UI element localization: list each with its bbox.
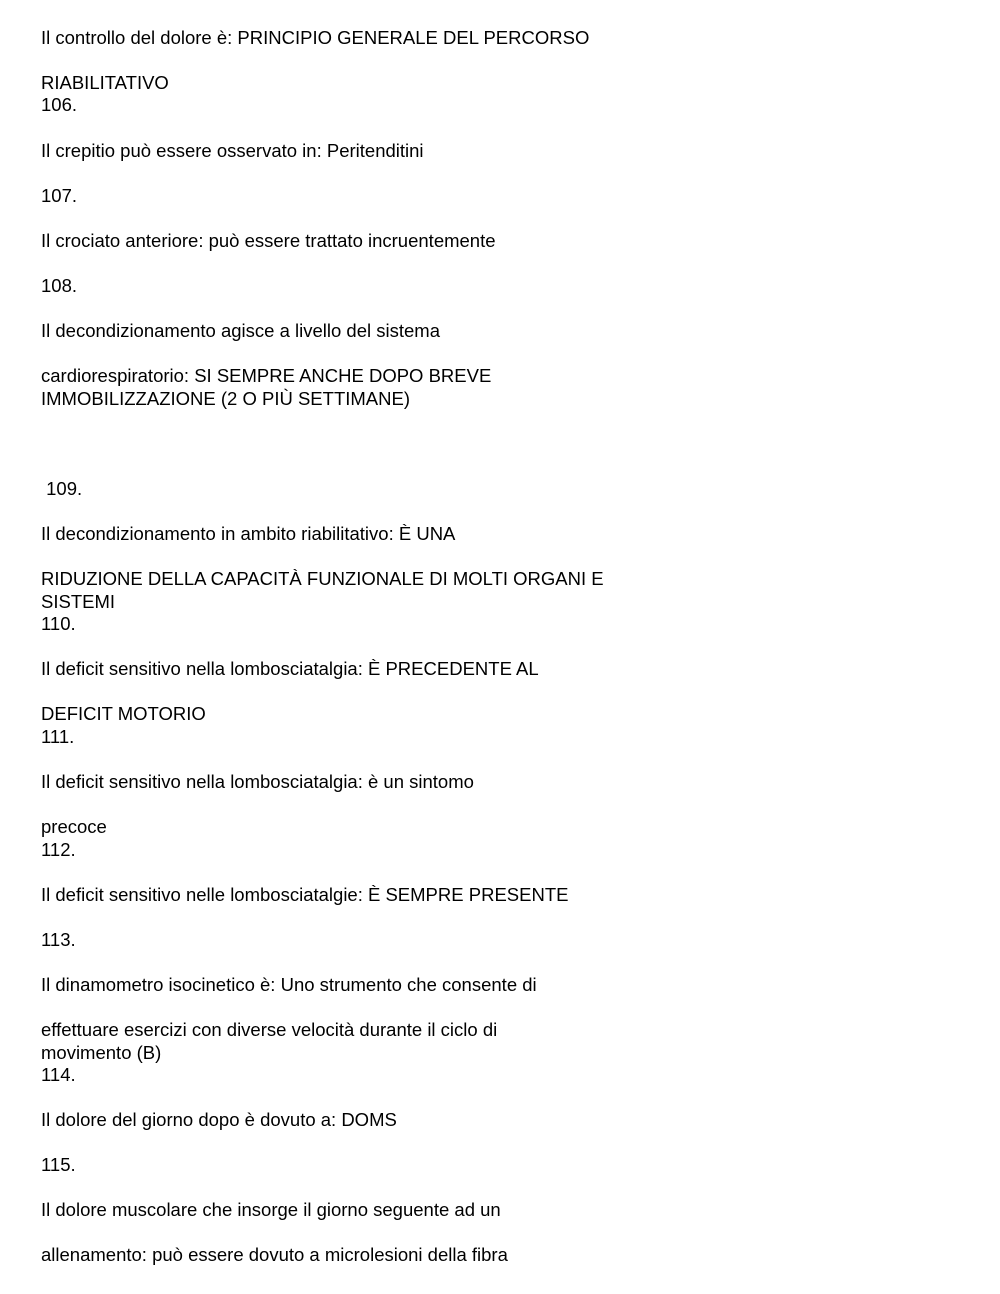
question-number: 109. — [41, 478, 83, 499]
question-number: 111. — [41, 726, 75, 747]
text-line: Il dolore muscolare che insorge il giorno seguente ad un — [41, 1199, 501, 1220]
text-line: Il deficit sensitivo nelle lombosciatalgie: È SEMPRE PRESENTE — [41, 884, 569, 905]
text-line: RIDUZIONE DELLA CAPACITÀ FUNZIONALE DI MOLTI ORGANI E — [41, 568, 604, 589]
question-number: 113. — [41, 929, 76, 950]
text-line: Il crepitio può essere osservato in: Peritenditini — [41, 140, 424, 161]
question-number: 112. — [41, 839, 76, 860]
text-line: movimento (B) — [41, 1042, 162, 1063]
text-line: Il decondizionamento agisce a livello del sistema — [41, 320, 440, 341]
text-line: cardiorespiratorio: SI SEMPRE ANCHE DOPO BREVE — [41, 365, 492, 386]
text-line: Il controllo del dolore è: PRINCIPIO GENERALE DEL PERCORSO — [41, 27, 590, 48]
text-line: SISTEMI — [41, 591, 116, 612]
text-line: precoce — [41, 816, 107, 837]
text-line: IMMOBILIZZAZIONE (2 O PIÙ SETTIMANE) — [41, 388, 410, 409]
text-line: Il dolore del giorno dopo è dovuto a: DOMS — [41, 1109, 397, 1130]
text-line: effettuare esercizi con diverse velocità durante il ciclo di — [41, 1019, 498, 1040]
question-number: 108. — [41, 275, 78, 296]
text-line: Il decondizionamento in ambito riabilitativo: È UNA — [41, 523, 456, 544]
text-line: RIABILITATIVO — [41, 72, 169, 93]
text-line: Il deficit sensitivo nella lombosciatalgia: È PRECEDENTE AL — [41, 658, 539, 679]
text-line: Il deficit sensitivo nella lombosciatalgia: è un sintomo — [41, 771, 474, 792]
question-number: 107. — [41, 185, 78, 206]
text-line: Il crociato anteriore: può essere trattato incruentemente — [41, 230, 496, 251]
question-number: 115. — [41, 1154, 76, 1175]
text-line: allenamento: può essere dovuto a microlesioni della fibra — [41, 1244, 508, 1265]
text-line: DEFICIT MOTORIO — [41, 703, 206, 724]
text-line: Il dinamometro isocinetico è: Uno strumento che consente di — [41, 974, 537, 995]
question-number: 114. — [41, 1064, 76, 1085]
question-number: 106. — [41, 94, 78, 115]
question-number: 110. — [41, 613, 76, 634]
